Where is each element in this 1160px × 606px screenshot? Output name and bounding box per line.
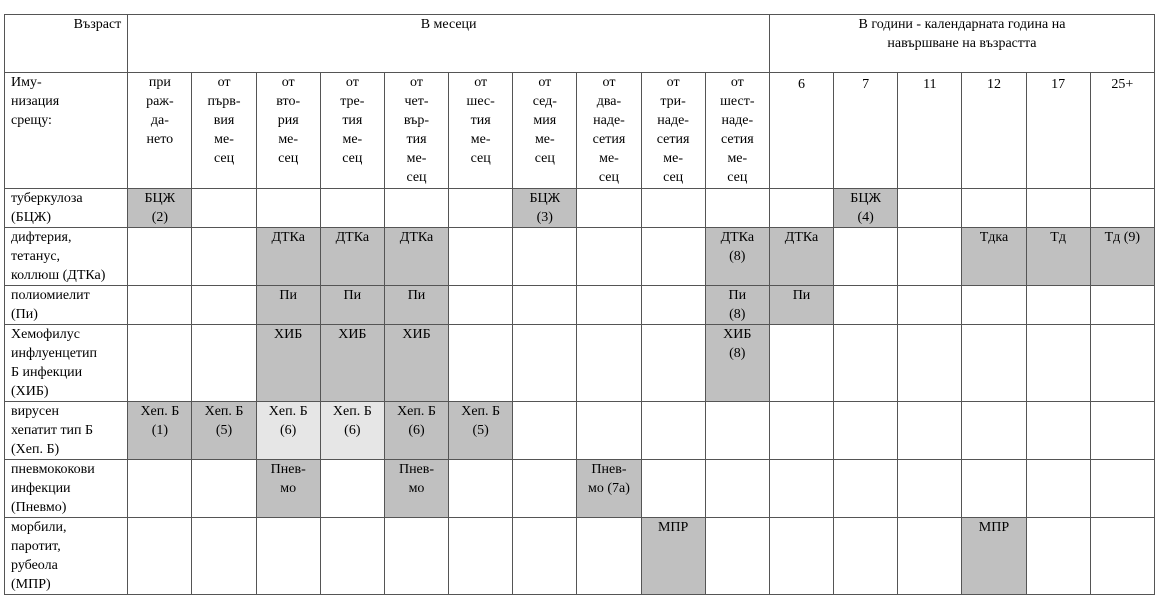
vaccine-dose-cell: БЦЖ (3) bbox=[513, 189, 577, 228]
empty-cell bbox=[962, 325, 1026, 402]
vaccine-dose-cell: ДТКа bbox=[256, 228, 320, 286]
empty-cell bbox=[962, 286, 1026, 325]
empty-cell bbox=[705, 518, 769, 595]
column-header: от тре- тия ме- сец bbox=[320, 73, 384, 189]
table-row bbox=[5, 402, 1155, 460]
column-header: 17 bbox=[1026, 73, 1090, 189]
age-header: Възраст bbox=[5, 15, 128, 73]
empty-cell bbox=[256, 518, 320, 595]
empty-cell bbox=[128, 460, 192, 518]
empty-cell bbox=[128, 325, 192, 402]
empty-cell bbox=[449, 189, 513, 228]
vaccine-dose-cell: ДТКа bbox=[320, 228, 384, 286]
empty-cell bbox=[384, 189, 448, 228]
empty-cell bbox=[898, 518, 962, 595]
vaccine-dose-cell: Пнев- мо bbox=[384, 460, 448, 518]
empty-cell bbox=[769, 189, 833, 228]
vaccine-dose-cell: Хеп. Б (5) bbox=[449, 402, 513, 460]
empty-cell bbox=[641, 286, 705, 325]
empty-cell bbox=[834, 518, 898, 595]
empty-cell bbox=[705, 402, 769, 460]
empty-cell bbox=[192, 518, 256, 595]
vaccine-dose-cell: БЦЖ (2) bbox=[128, 189, 192, 228]
empty-cell bbox=[1090, 460, 1154, 518]
vaccine-label: Хемофилус инфлуенцетип Б инфекции (ХИБ) bbox=[5, 325, 128, 402]
vaccine-dose-cell: ХИБ bbox=[384, 325, 448, 402]
empty-cell bbox=[513, 286, 577, 325]
column-header: от шес- тия ме- сец bbox=[449, 73, 513, 189]
empty-cell bbox=[1026, 189, 1090, 228]
vaccine-dose-cell: Пи bbox=[384, 286, 448, 325]
vaccine-label: туберкулоза (БЦЖ) bbox=[5, 189, 128, 228]
empty-cell bbox=[834, 228, 898, 286]
empty-cell bbox=[449, 325, 513, 402]
empty-cell bbox=[898, 402, 962, 460]
vaccine-label: полиомиелит (Пи) bbox=[5, 286, 128, 325]
empty-cell bbox=[641, 325, 705, 402]
empty-cell bbox=[577, 189, 641, 228]
column-header: от чет- вър- тия ме- сец bbox=[384, 73, 448, 189]
table-row bbox=[5, 518, 1155, 595]
empty-cell bbox=[192, 228, 256, 286]
empty-cell bbox=[192, 460, 256, 518]
empty-cell bbox=[577, 518, 641, 595]
vaccine-label: вирусен хепатит тип Б (Хеп. Б) bbox=[5, 402, 128, 460]
empty-cell bbox=[1026, 518, 1090, 595]
empty-cell bbox=[513, 228, 577, 286]
table-row bbox=[5, 460, 1155, 518]
empty-cell bbox=[513, 402, 577, 460]
empty-cell bbox=[705, 189, 769, 228]
vaccine-dose-cell: Пнев- мо (7а) bbox=[577, 460, 641, 518]
empty-cell bbox=[1026, 286, 1090, 325]
empty-cell bbox=[1090, 325, 1154, 402]
vaccine-dose-cell: Пи bbox=[256, 286, 320, 325]
empty-cell bbox=[769, 325, 833, 402]
table-row bbox=[5, 228, 1155, 286]
vaccine-dose-cell: Тд bbox=[1026, 228, 1090, 286]
empty-cell bbox=[128, 286, 192, 325]
vaccine-dose-cell: Хеп. Б (6) bbox=[384, 402, 448, 460]
empty-cell bbox=[128, 228, 192, 286]
table-row bbox=[5, 189, 1155, 228]
empty-cell bbox=[577, 286, 641, 325]
empty-cell bbox=[513, 518, 577, 595]
empty-cell bbox=[962, 402, 1026, 460]
vaccine-dose-cell: БЦЖ (4) bbox=[834, 189, 898, 228]
vaccine-dose-cell: Пи bbox=[320, 286, 384, 325]
table-row bbox=[5, 286, 1155, 325]
empty-cell bbox=[705, 460, 769, 518]
column-header: от два- наде- сетия ме- сец bbox=[577, 73, 641, 189]
empty-cell bbox=[1090, 402, 1154, 460]
vaccine-dose-cell: Тд (9) bbox=[1090, 228, 1154, 286]
empty-cell bbox=[577, 228, 641, 286]
vaccine-dose-cell: Хеп. Б (6) bbox=[256, 402, 320, 460]
empty-cell bbox=[1090, 518, 1154, 595]
empty-cell bbox=[192, 189, 256, 228]
column-header: от три- наде- сетия ме- сец bbox=[641, 73, 705, 189]
vaccine-dose-cell: ДТКа bbox=[769, 228, 833, 286]
empty-cell bbox=[834, 286, 898, 325]
empty-cell bbox=[192, 325, 256, 402]
vaccine-dose-cell: Тдка bbox=[962, 228, 1026, 286]
empty-cell bbox=[962, 460, 1026, 518]
empty-cell bbox=[1090, 189, 1154, 228]
vaccine-dose-cell: Пи (8) bbox=[705, 286, 769, 325]
empty-cell bbox=[320, 189, 384, 228]
months-group-header: В месеци bbox=[128, 15, 770, 73]
column-header: от шест- наде- сетия ме- сец bbox=[705, 73, 769, 189]
empty-cell bbox=[898, 228, 962, 286]
empty-cell bbox=[449, 518, 513, 595]
column-header: 11 bbox=[898, 73, 962, 189]
empty-cell bbox=[1026, 325, 1090, 402]
empty-cell bbox=[192, 286, 256, 325]
column-header: 12 bbox=[962, 73, 1026, 189]
empty-cell bbox=[834, 325, 898, 402]
empty-cell bbox=[128, 518, 192, 595]
header-row-columns bbox=[5, 73, 1155, 189]
empty-cell bbox=[320, 518, 384, 595]
empty-cell bbox=[769, 460, 833, 518]
years-group-header: В години - календарната година на навършване на възрастта bbox=[769, 15, 1154, 73]
vaccine-dose-cell: ХИБ bbox=[256, 325, 320, 402]
empty-cell bbox=[834, 402, 898, 460]
column-header: 7 bbox=[834, 73, 898, 189]
empty-cell bbox=[898, 286, 962, 325]
vaccine-dose-cell: ДТКа bbox=[384, 228, 448, 286]
empty-cell bbox=[641, 460, 705, 518]
empty-cell bbox=[449, 228, 513, 286]
vaccine-dose-cell: Пи bbox=[769, 286, 833, 325]
vaccine-dose-cell: ДТКа (8) bbox=[705, 228, 769, 286]
immunization-against-header: Иму- низация срещу: bbox=[5, 73, 128, 189]
header-row-groups bbox=[5, 15, 1155, 73]
vaccine-label: морбили, паротит, рубеола (МПР) bbox=[5, 518, 128, 595]
empty-cell bbox=[1026, 402, 1090, 460]
empty-cell bbox=[513, 325, 577, 402]
empty-cell bbox=[834, 460, 898, 518]
vaccine-dose-cell: Пнев- мо bbox=[256, 460, 320, 518]
column-header: при раж- да- нето bbox=[128, 73, 192, 189]
vaccine-label: дифтерия, тетанус, коллюш (ДТКа) bbox=[5, 228, 128, 286]
empty-cell bbox=[320, 460, 384, 518]
vaccine-dose-cell: Хеп. Б (6) bbox=[320, 402, 384, 460]
empty-cell bbox=[577, 325, 641, 402]
vaccine-dose-cell: Хеп. Б (1) bbox=[128, 402, 192, 460]
vaccine-label: пневмококови инфекции (Пневмо) bbox=[5, 460, 128, 518]
column-header: от първ- вия ме- сец bbox=[192, 73, 256, 189]
empty-cell bbox=[898, 189, 962, 228]
empty-cell bbox=[1090, 286, 1154, 325]
empty-cell bbox=[641, 228, 705, 286]
vaccine-dose-cell: ХИБ bbox=[320, 325, 384, 402]
empty-cell bbox=[1026, 460, 1090, 518]
table-row bbox=[5, 325, 1155, 402]
empty-cell bbox=[769, 518, 833, 595]
empty-cell bbox=[641, 402, 705, 460]
empty-cell bbox=[256, 189, 320, 228]
empty-cell bbox=[962, 189, 1026, 228]
empty-cell bbox=[898, 460, 962, 518]
immunization-schedule-table bbox=[4, 14, 1155, 595]
vaccine-dose-cell: ХИБ (8) bbox=[705, 325, 769, 402]
empty-cell bbox=[513, 460, 577, 518]
empty-cell bbox=[577, 402, 641, 460]
column-header: 6 bbox=[769, 73, 833, 189]
column-header: от вто- рия ме- сец bbox=[256, 73, 320, 189]
vaccine-dose-cell: Хеп. Б (5) bbox=[192, 402, 256, 460]
empty-cell bbox=[769, 402, 833, 460]
vaccine-dose-cell: МПР bbox=[962, 518, 1026, 595]
empty-cell bbox=[449, 460, 513, 518]
vaccine-dose-cell: МПР bbox=[641, 518, 705, 595]
column-header: 25+ bbox=[1090, 73, 1154, 189]
column-header: от сед- мия ме- сец bbox=[513, 73, 577, 189]
empty-cell bbox=[449, 286, 513, 325]
empty-cell bbox=[641, 189, 705, 228]
empty-cell bbox=[384, 518, 448, 595]
empty-cell bbox=[898, 325, 962, 402]
